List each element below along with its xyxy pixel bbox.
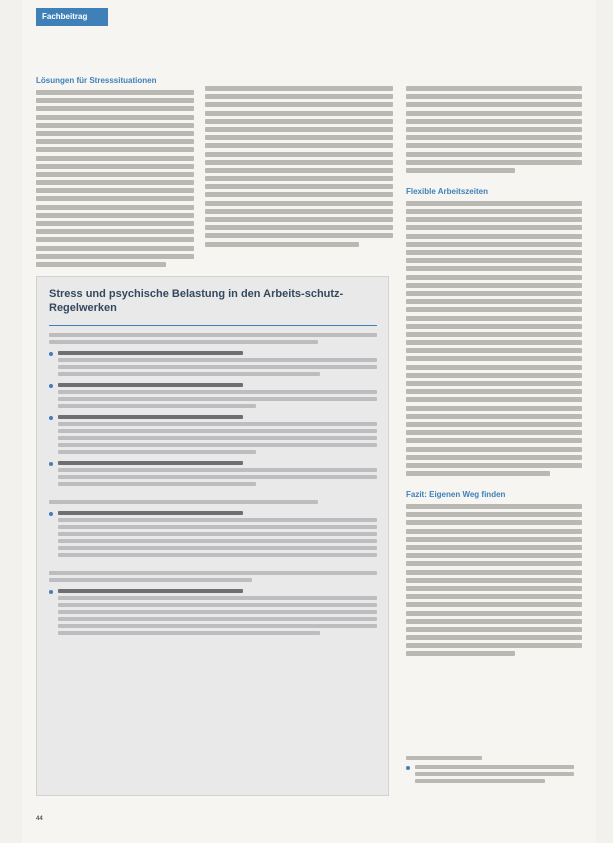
bullet-icon (49, 462, 53, 466)
page-footer (36, 816, 576, 822)
literature-credits (406, 756, 574, 783)
section-label: Fachbeitrag (36, 8, 108, 26)
list-item (49, 511, 377, 557)
bullet-icon (49, 590, 53, 594)
bullet-icon (49, 512, 53, 516)
bullet-icon (49, 352, 53, 356)
list-item (49, 461, 377, 486)
bullet-icon (49, 416, 53, 420)
list-item (406, 765, 574, 783)
info-box-title: Stress und psychische Belastung in den Arbeits-schutz-Regelwerken (49, 288, 344, 314)
info-box-divider (49, 325, 377, 326)
magazine-page (22, 0, 596, 843)
body-text-block (406, 201, 582, 476)
body-text-block (406, 86, 582, 173)
body-text-block (36, 90, 194, 267)
text-column-3 (406, 86, 582, 656)
page-number: 44 (36, 816, 43, 822)
list-item (49, 589, 377, 635)
text-column-1 (36, 76, 194, 267)
regulations-info-box (36, 276, 389, 796)
text-column-2 (205, 86, 393, 247)
body-text-block (406, 504, 582, 656)
list-item (49, 383, 377, 408)
bullet-icon (406, 766, 410, 770)
subheading-flexible-hours: Flexible Arbeitszeiten (406, 186, 488, 196)
subheading-conclusion: Fazit: Eigenen Weg finden (406, 490, 506, 500)
info-box-content (49, 333, 377, 635)
body-text-block (205, 86, 393, 247)
bullet-icon (49, 384, 53, 388)
list-item (49, 351, 377, 376)
subheading-stress-solutions: Lösungen für Stresssituationen (36, 76, 157, 85)
list-item (49, 415, 377, 454)
